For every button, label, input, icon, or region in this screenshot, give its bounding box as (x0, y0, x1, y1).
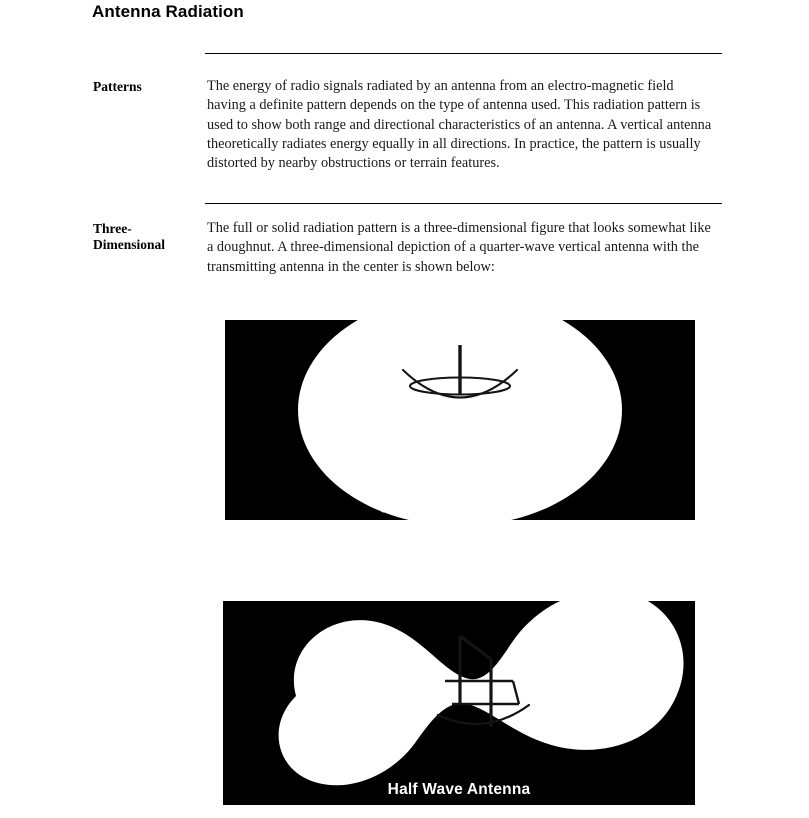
figure-caption-half-wave: Half Wave Antenna (387, 781, 531, 798)
divider-top (205, 53, 722, 54)
half-wave-radiation-pattern-diagram (223, 601, 695, 805)
section-label-three-dimensional-line2: Dimensional (93, 237, 166, 252)
dumbbell-lobe-pattern (279, 590, 684, 785)
divider-middle (205, 203, 722, 204)
dipole-top-connector (460, 636, 491, 659)
figure-quarter-wave-background (225, 320, 695, 520)
figure-caption-quarter-wave: Quarter Wave Antenna (375, 496, 545, 513)
figure-half-wave-background (223, 601, 695, 805)
doughnut-pattern-ellipse (298, 294, 622, 526)
section-body-patterns: The energy of radio signals radiated by an antenna from an electro-magnetic field having a definite pattern depends on the type of antenna used. This radiation pattern is used to show both range and directional characteristics of an antenna. A vertical antenna theoretically radiates energy equally in all directions. In practice, the pattern is usually distorted by nearby obstructions or terrain features. (207, 78, 712, 172)
quarter-wave-radiation-pattern-diagram (225, 320, 695, 520)
section-label-patterns: Patterns (93, 79, 142, 94)
section-body-three-dimensional: The full or solid radiation pattern is a three-dimensional figure that looks somewhat like a doughnut. A three-dimensional depiction of a quarter-wave vertical antenna with the transmitting antenna in the center is shown below: (207, 220, 711, 275)
section-label-three-dimensional (93, 221, 203, 253)
page-title: Antenna Radiation (92, 2, 244, 21)
section-label-three-dimensional-line1: Three- (93, 221, 132, 236)
